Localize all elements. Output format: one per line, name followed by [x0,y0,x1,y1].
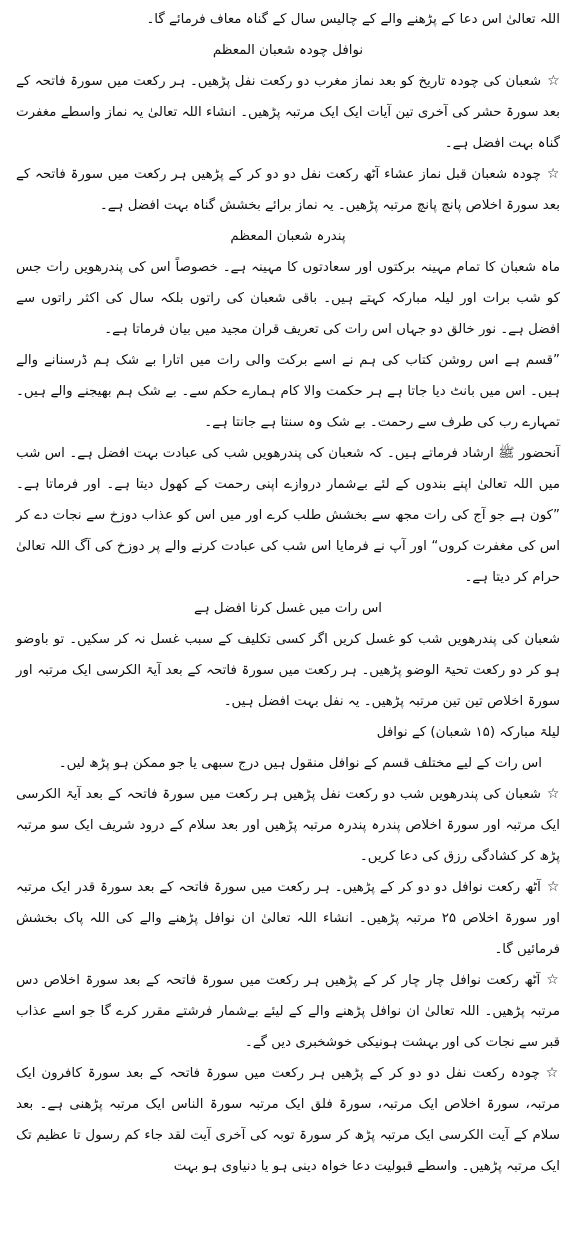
star-icon: ☆ [546,786,560,802]
paragraph [16,159,560,221]
paragraph-text: آٹھ رکعت نوافل چار چار کر کے پڑھیں ہر رکعت میں سورۃ فاتحہ کے بعد سورۃ اخلاص دس مرتبہ پڑھیں۔ اللہ تعالیٰ ان نوافل پڑھنے والے کے لیئے بےشمار فرشتے مقرر کرے گا جو اسے عذاب قبر سے نجات کی اور بہشت ہونیکی خوشخبری دیں گے۔ [16,973,560,1050]
star-icon: ☆ [546,879,560,895]
paragraph-text: چودہ رکعت نفل دو دو کر کے پڑھیں ہر رکعت میں سورۃ فاتحہ کے بعد سورۃ کافرون ایک مرتبہ، سورۃ اخلاص ایک مرتبہ، سورۃ فلق ایک مرتبہ سورۃ الناس ایک مرتبہ پڑھنی ہے۔ بعد سلام کے آیت الکرسی ایک مرتبہ پڑھ کر سورۃ توبہ کی آخری آیت لقد جاء کم رسول تا عظیم تک ایک مرتبہ پڑھیں۔ واسطے قبولیت دعا خواہ دینی ہو یا دنیاوی ہو بہت [16,1066,560,1174]
section-heading: اس رات میں غسل کرنا افضل ہے [193,601,383,616]
section-heading: پندرہ شعبان المعظم [230,229,346,244]
intro-line: اللہ تعالیٰ اس دعا کے پڑھنے والے کے چالیس سال کے گناہ معاف فرمائے گا۔ [146,12,560,27]
star-icon: ☆ [547,73,560,89]
paragraph-text: آٹھ رکعت نوافل دو دو کر کے پڑھیں۔ ہر رکعت میں سورۃ فاتحہ کے بعد سورۃ قدر ایک مرتبہ اور سورۃ اخلاص ۲۵ مرتبہ پڑھیں۔ انشاء اللہ تعالیٰ ان نوافل پڑھنے والے کی اللہ پاک بخشش فرمائیں گا۔ [16,880,560,957]
paragraph-text: شعبان کی پندرھویں شب دو رکعت نفل پڑھیں ہر رکعت میں سورۃ فاتحہ کے بعد آیۃ الکرسی ایک مرتبہ اور سورۃ اخلاص پندرہ پندرہ مرتبہ پڑھیں اور بعد سلام کے درود شریف ایک سو مرتبہ پڑھ کر کشادگی رزق کی دعا کریں۔ [16,787,560,864]
paragraph [16,872,560,965]
star-icon: ☆ [546,972,560,988]
paragraph-text: چودہ شعبان قبل نماز عشاء آٹھ رکعت نفل دو دو کر کے پڑھیں ہر رکعت میں سورۃ فاتحہ کے بعد سورۃ اخلاص پانچ پانچ مرتبہ پڑھیں۔ یہ نماز برائے بخشش گناہ بہت افضل ہے۔ [16,167,560,213]
paragraph: ماہ شعبان کا تمام مہینہ برکتوں اور سعادتوں کا مہینہ ہے۔ خصوصاً اس کی پندرھویں رات جس کو شب برات اور لیلہ مبارکہ کہتے ہیں۔ باقی شعبان کی راتوں بلکہ سال کی اکثر راتوں سے افضل ہے۔ نور خالق دو جہاں اس رات کی تعریف قران مجید میں بیان فرماتا ہے۔ [16,260,560,337]
section-heading: نوافل چودہ شعبان المعظم [212,43,364,58]
subheading: لیلۃ مبارکہ (۱۵ شعبان) کے نوافل [376,725,560,740]
paragraph: آنحضور ﷺ ارشاد فرماتے ہیں۔ کہ شعبان کی پندرھویں شب کی عبادت بہت افضل ہے۔ اس شب میں اللہ تعالیٰ اپنے بندوں کے لئے بےشمار دروازے اپنی رحمت کے کھول دیتا ہے۔ اور فرماتا ہے۔ ”کون ہے جو آج کی رات مجھ سے بخشش طلب کرے اور میں اس کو عذاب دوزخ سے نجات دے کر اس کی مغفرت کروں“ اور آپ نے فرمایا اس شب کی عبادت کرنے والے پر دوزخ کی آگ اللہ تعالیٰ حرام کر دیتا ہے۔ [16,446,560,585]
star-icon: ☆ [545,1065,560,1081]
paragraph-text: شعبان کی چودہ تاریخ کو بعد نماز مغرب دو رکعت نفل پڑھیں۔ ہر رکعت میں سورۃ فاتحہ کے بعد سورۃ حشر کی آخری تین آیات ایک ایک مرتبہ پڑھیں۔ انشاء اللہ تعالیٰ یہ نماز واسطے مغفرت گناہ بہت افضل ہے۔ [16,74,560,151]
paragraph [16,779,560,872]
quote-paragraph: ”قسم ہے اس روشن کتاب کی ہم نے اسے برکت والی رات میں اتارا بے شک ہم ڈرسنانے والے ہیں۔ اس میں بانٹ دیا جاتا ہے ہر حکمت والا کام ہمارے حکم سے۔ بے شک ہم بھیجنے والے ہیں۔ تمہارے رب کی طرف سے رحمت۔ بے شک وہ سنتا ہے جانتا ہے۔ [16,353,560,430]
article-page [8,0,568,1247]
paragraph [16,965,560,1058]
paragraph [16,1058,560,1182]
star-icon: ☆ [546,166,560,182]
paragraph: شعبان کی پندرھویں شب کو غسل کریں اگر کسی تکلیف کے سبب غسل نہ کر سکیں۔ تو باوضو ہو کر دو رکعت تحیۃ الوضو پڑھیں۔ ہر رکعت میں سورۃ فاتحہ کے بعد آیۃ الکرسی ایک مرتبہ اور سورۃ اخلاص تین تین مرتبہ پڑھیں۔ یہ نفل بہت افضل ہیں۔ [16,632,560,709]
paragraph [16,66,560,159]
paragraph: اس رات کے لیے مختلف قسم کے نوافل منقول ہیں درج سبھی یا جو ممکن ہو پڑھ لیں۔ [58,756,542,771]
